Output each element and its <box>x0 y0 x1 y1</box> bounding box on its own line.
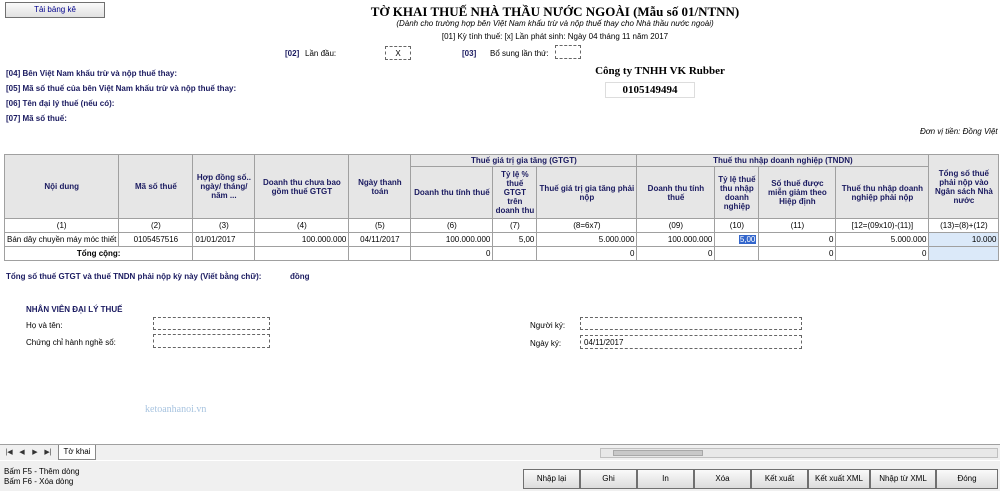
hint-add-row: Bấm F5 - Thêm dòng <box>4 467 80 476</box>
agent-name-input[interactable] <box>153 317 270 330</box>
bottom-toolbar <box>0 461 1000 491</box>
total-vat-rev: 0 <box>411 247 493 261</box>
prev-sheet-icon[interactable]: ◀ <box>19 449 25 456</box>
row-cit-due[interactable]: 5.000.000 <box>836 233 929 247</box>
company-name-field[interactable]: Công ty TNHH VK Rubber <box>595 65 725 77</box>
header-total-due: Tổng số thuế phải nộp vào Ngân sách Nhà nước <box>929 155 999 219</box>
export-button[interactable]: Kết xuất <box>751 469 808 489</box>
export-xml-button[interactable]: Kết xuất XML <box>808 469 870 489</box>
agent-name-label: Họ và tên: <box>26 321 63 330</box>
form-subtitle: (Dành cho trường hợp bên Việt Nam khấu trừ và nộp thuế thay cho Nhà thầu nước ngoài) <box>396 19 714 28</box>
signer-input[interactable] <box>580 317 802 330</box>
supplement-label: Bổ sung lần thứ: <box>490 49 549 58</box>
field-05-label: [05] Mã số thuế của bên Việt Nam khấu trừ và nộp thuế thay: <box>6 84 237 93</box>
table-row <box>5 233 999 247</box>
code-cell: (09) <box>637 219 715 233</box>
sheet-tab[interactable]: Tờ khai <box>58 445 96 460</box>
field-06-label: [06] Tên đại lý thuế (nếu có): <box>6 99 115 108</box>
total-empty <box>193 247 255 261</box>
first-sheet-icon[interactable]: |◀ <box>5 449 13 456</box>
header-content: Nội dung <box>5 155 119 219</box>
row-cit-rate[interactable] <box>715 233 759 247</box>
sign-date-input[interactable]: 04/11/2017 <box>580 335 802 349</box>
row-cit-exempt[interactable]: 0 <box>759 233 836 247</box>
total-label: Tổng cộng: <box>5 247 193 261</box>
currency-unit: Đơn vị tiền: Đồng Việt <box>920 127 998 136</box>
code-cell: (10) <box>715 219 759 233</box>
row-contract[interactable]: 01/01/2017 <box>193 233 255 247</box>
code-cell: (13)=(8)+(12) <box>929 219 999 233</box>
total-empty <box>493 247 537 261</box>
total-row <box>5 247 999 261</box>
close-button[interactable]: Đóng <box>936 469 998 489</box>
code-cell: (4) <box>255 219 349 233</box>
code-cell: (2) <box>119 219 193 233</box>
total-empty <box>929 247 999 261</box>
row-vat-rate[interactable]: 5,00 <box>493 233 537 247</box>
print-button[interactable]: In <box>637 469 694 489</box>
header-contract: Hợp đồng số.. ngày/ tháng/ năm ... <box>193 155 255 219</box>
row-vat-due[interactable]: 5.000.000 <box>537 233 637 247</box>
first-time-code: [02] <box>285 49 300 58</box>
header-vat-rev: Doanh thu tính thuế <box>411 167 493 219</box>
code-cell: (6) <box>411 219 493 233</box>
tax-period: [01] Kỳ tính thuế: [x] Lần phát sinh: Ngày 04 tháng 11 năm 2017 <box>441 32 669 41</box>
header-vat-due: Thuế giá trị gia tăng phải nộp <box>537 167 637 219</box>
total-cit-due: 0 <box>836 247 929 261</box>
open-list-button[interactable]: Tải bảng kê <box>5 2 105 18</box>
amount-in-words-label: Tổng số thuế GTGT và thuế TNDN phải nộp kỳ này (Viết bằng chữ): <box>6 272 262 281</box>
code-cell: (7) <box>493 219 537 233</box>
hint-delete-row: Bấm F6 - Xóa dòng <box>4 477 74 486</box>
code-cell: (5) <box>349 219 411 233</box>
code-cell: (3) <box>193 219 255 233</box>
row-cit-rev[interactable]: 100.000.000 <box>637 233 715 247</box>
column-code-row <box>5 219 999 233</box>
header-cit-rev: Doanh thu tính thuế <box>637 167 715 219</box>
next-sheet-icon[interactable]: ▶ <box>32 449 38 456</box>
total-empty <box>715 247 759 261</box>
code-cell: [12=(09x10)-(11)] <box>836 219 929 233</box>
sheet-tab-bar <box>0 444 1000 460</box>
total-cit-rev: 0 <box>637 247 715 261</box>
agent-cert-input[interactable] <box>153 334 270 348</box>
row-content[interactable]: Bán dây chuyền máy móc thiết <box>5 233 119 247</box>
tax-table <box>4 154 999 261</box>
sign-date-label: Ngày ký: <box>530 339 562 348</box>
reset-button[interactable]: Nhập lại <box>523 469 580 489</box>
total-empty <box>255 247 349 261</box>
delete-button[interactable]: Xóa <box>694 469 751 489</box>
total-empty <box>349 247 411 261</box>
code-cell: (11) <box>759 219 836 233</box>
company-tax-id-field[interactable]: 0105149494 <box>605 82 695 98</box>
header-pay-date: Ngày thanh toán <box>349 155 411 219</box>
field-04-label: [04] Bên Việt Nam khấu trừ và nộp thuế thay: <box>6 69 178 78</box>
agent-section-title: NHÂN VIÊN ĐẠI LÝ THUẾ <box>26 305 123 314</box>
form-title: TỜ KHAI THUẾ NHÀ THẦU NƯỚC NGOÀI (Mẫu số 01/NTNN) <box>370 4 740 19</box>
horizontal-scrollbar[interactable] <box>600 448 998 458</box>
header-cit-due: Thuế thu nhập doanh nghiệp phải nộp <box>836 167 929 219</box>
amount-in-words-unit: đồng <box>290 272 310 281</box>
code-cell: (8=6x7) <box>537 219 637 233</box>
supplement-code: [03] <box>462 49 477 58</box>
row-tax-id[interactable]: 0105457516 <box>119 233 193 247</box>
row-total-due[interactable]: 10.000 <box>929 233 999 247</box>
last-sheet-icon[interactable]: ▶| <box>44 449 52 456</box>
save-button[interactable]: Ghi <box>580 469 637 489</box>
header-revenue: Doanh thu chưa bao gồm thuế GTGT <box>255 155 349 219</box>
header-cit-rate: Tỷ lệ thuế thu nhập doanh nghiệp <box>715 167 759 219</box>
agent-cert-label: Chứng chỉ hành nghề số: <box>26 338 116 347</box>
scrollbar-thumb[interactable] <box>613 450 703 456</box>
selected-cell-text: 5,00 <box>739 235 756 244</box>
first-time-checkbox[interactable]: X <box>385 46 411 60</box>
header-group-vat: Thuế giá trị gia tăng (GTGT) <box>411 155 637 167</box>
field-07-label: [07] Mã số thuế: <box>6 114 67 123</box>
code-cell: (1) <box>5 219 119 233</box>
header-group-cit: Thuế thu nhập doanh nghiệp (TNDN) <box>637 155 929 167</box>
total-cit-exempt: 0 <box>759 247 836 261</box>
signer-label: Người ký: <box>530 321 566 330</box>
watermark-text: ketoanhanoi.vn <box>145 404 207 415</box>
total-vat-due: 0 <box>537 247 637 261</box>
row-pay-date[interactable]: 04/11/2017 <box>349 233 411 247</box>
header-tax-id: Mã số thuế <box>119 155 193 219</box>
first-time-label: Lần đầu: <box>305 49 337 58</box>
supplement-input[interactable] <box>555 45 581 59</box>
header-vat-rate: Tỷ lệ % thuế GTGT trên doanh thu <box>493 167 537 219</box>
import-xml-button[interactable]: Nhập từ XML <box>870 469 936 489</box>
row-revenue[interactable]: 100.000.000 <box>255 233 349 247</box>
row-vat-rev[interactable]: 100.000.000 <box>411 233 493 247</box>
header-cit-exempt: Số thuế được miễn giảm theo Hiệp định <box>759 167 836 219</box>
